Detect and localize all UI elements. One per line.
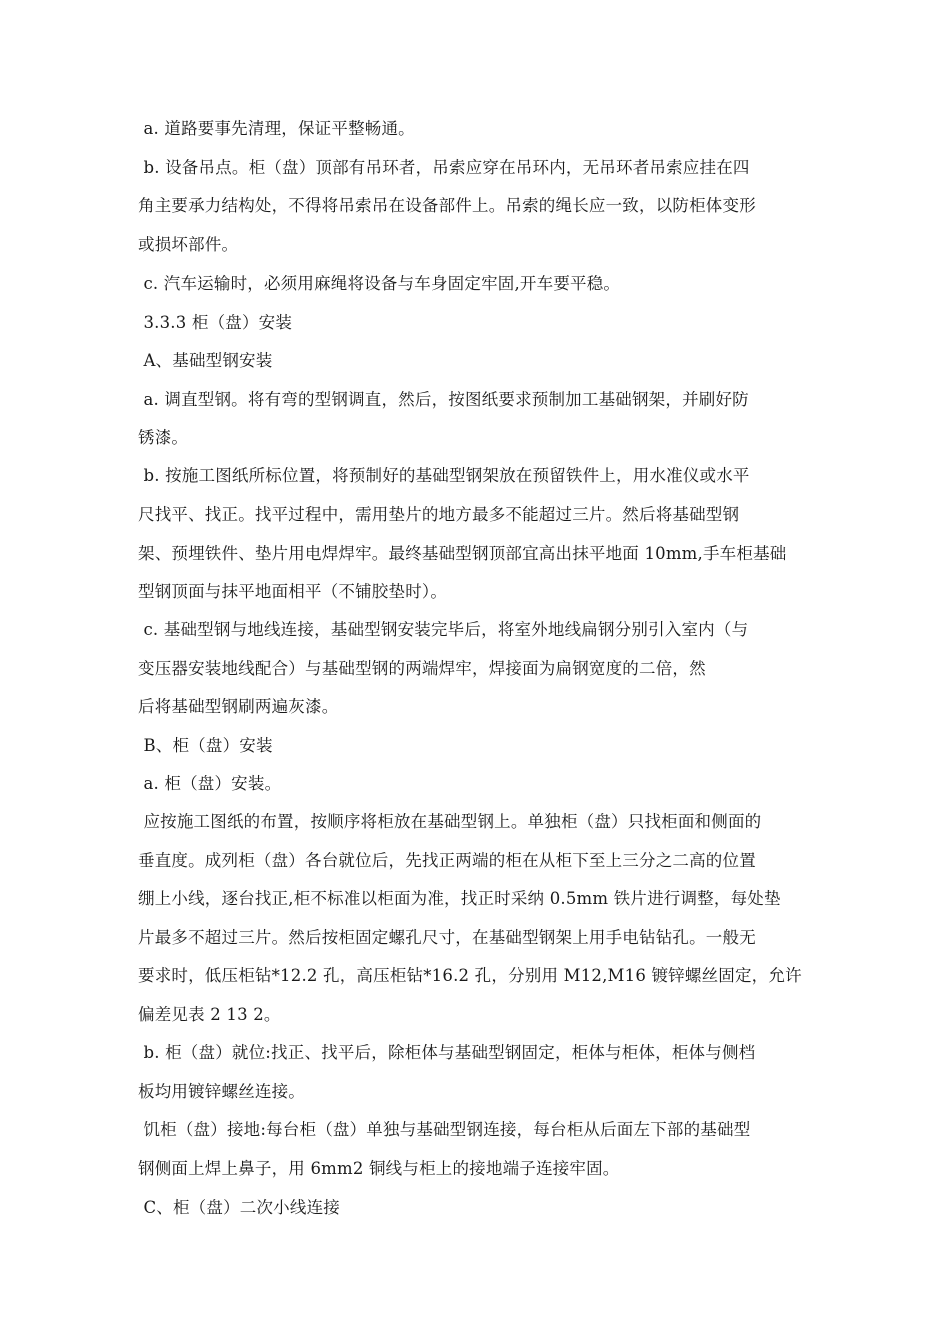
text-line: 角主要承力结构处，不得将吊索吊在设备部件上。吊索的绳长应一致，以防柜体变形 (138, 196, 756, 215)
text-line: 应按施工图纸的布置，按顺序将柜放在基础型钢上。单独柜（盘）只找柜面和侧面的 (138, 812, 762, 831)
text-line: a. 柜（盘）安装。 (138, 774, 282, 793)
text-line: b. 按施工图纸所标位置，将预制好的基础型钢架放在预留铁件上，用水准仪或水平 (138, 466, 750, 485)
text-line: 钢侧面上焊上鼻子，用 6mm2 铜线与柜上的接地端子连接牢固。 (138, 1159, 620, 1178)
text-line: 要求时，低压柜钻*12.2 孔，高压柜钻*16.2 孔，分别用 M12,M16 镀锌螺丝固定，允许 (138, 966, 802, 985)
text-line: 后将基础型钢刷两遍灰漆。 (138, 697, 339, 716)
text-line: 架、预埋铁件、垫片用电焊焊牢。最终基础型钢顶部宜高出抹平地面 10mm,手车柜基础 (138, 544, 787, 563)
subsection-heading: B、柜（盘）安装 (138, 736, 273, 755)
text-line: 垂直度。成列柜（盘）各台就位后，先找正两端的柜在从柜下至上三分之二高的位置 (138, 851, 756, 870)
text-line: 片最多不超过三片。然后按柜固定螺孔尺寸，在基础型钢架上用手电钻钻孔。一般无 (138, 928, 756, 947)
text-line: c. 基础型钢与地线连接，基础型钢安装完毕后，将室外地线扁钢分别引入室内（与 (138, 620, 749, 639)
text-line: 型钢顶面与抹平地面相平（不铺胶垫时）。 (138, 582, 448, 601)
text-line: 变压器安装地线配合）与基础型钢的两端焊牢，焊接面为扁钢宽度的二倍，然 (138, 659, 706, 678)
section-heading: 3.3.3 柜（盘）安装 (138, 313, 293, 332)
text-line: 锈漆。 (138, 428, 189, 447)
text-line: 或损坏部件。 (138, 235, 239, 254)
text-line: 绷上小线，逐台找正,柜不标准以柜面为准，找正时采纳 0.5mm 铁片进行调整，每处垫 (138, 889, 781, 908)
text-line: a. 调直型钢。将有弯的型钢调直，然后，按图纸要求预制加工基础钢架，并刷好防 (138, 390, 749, 409)
text-line: 板均用镀锌螺丝连接。 (138, 1082, 305, 1101)
text-line: 偏差见表 2 13 2。 (138, 1005, 281, 1024)
subsection-heading: C、柜（盘）二次小线连接 (138, 1198, 340, 1217)
text-line: a. 道路要事先清理，保证平整畅通。 (138, 119, 415, 138)
text-line: c. 汽车运输时，必须用麻绳将设备与车身固定牢固,开车要平稳。 (138, 274, 621, 293)
text-line: b. 柜（盘）就位:找正、找平后，除柜体与基础型钢固定，柜体与柜体，柜体与侧档 (138, 1043, 756, 1062)
text-line: 饥柜（盘）接地:每台柜（盘）单独与基础型钢连接，每台柜从后面左下部的基础型 (138, 1120, 751, 1139)
text-line: 尺找平、找正。找平过程中，需用垫片的地方最多不能超过三片。然后将基础型钢 (138, 505, 740, 524)
text-line: b. 设备吊点。柜（盘）顶部有吊环者，吊索应穿在吊环内，无吊环者吊索应挂在四 (138, 158, 750, 177)
subsection-heading: A、基础型钢安装 (138, 351, 273, 370)
